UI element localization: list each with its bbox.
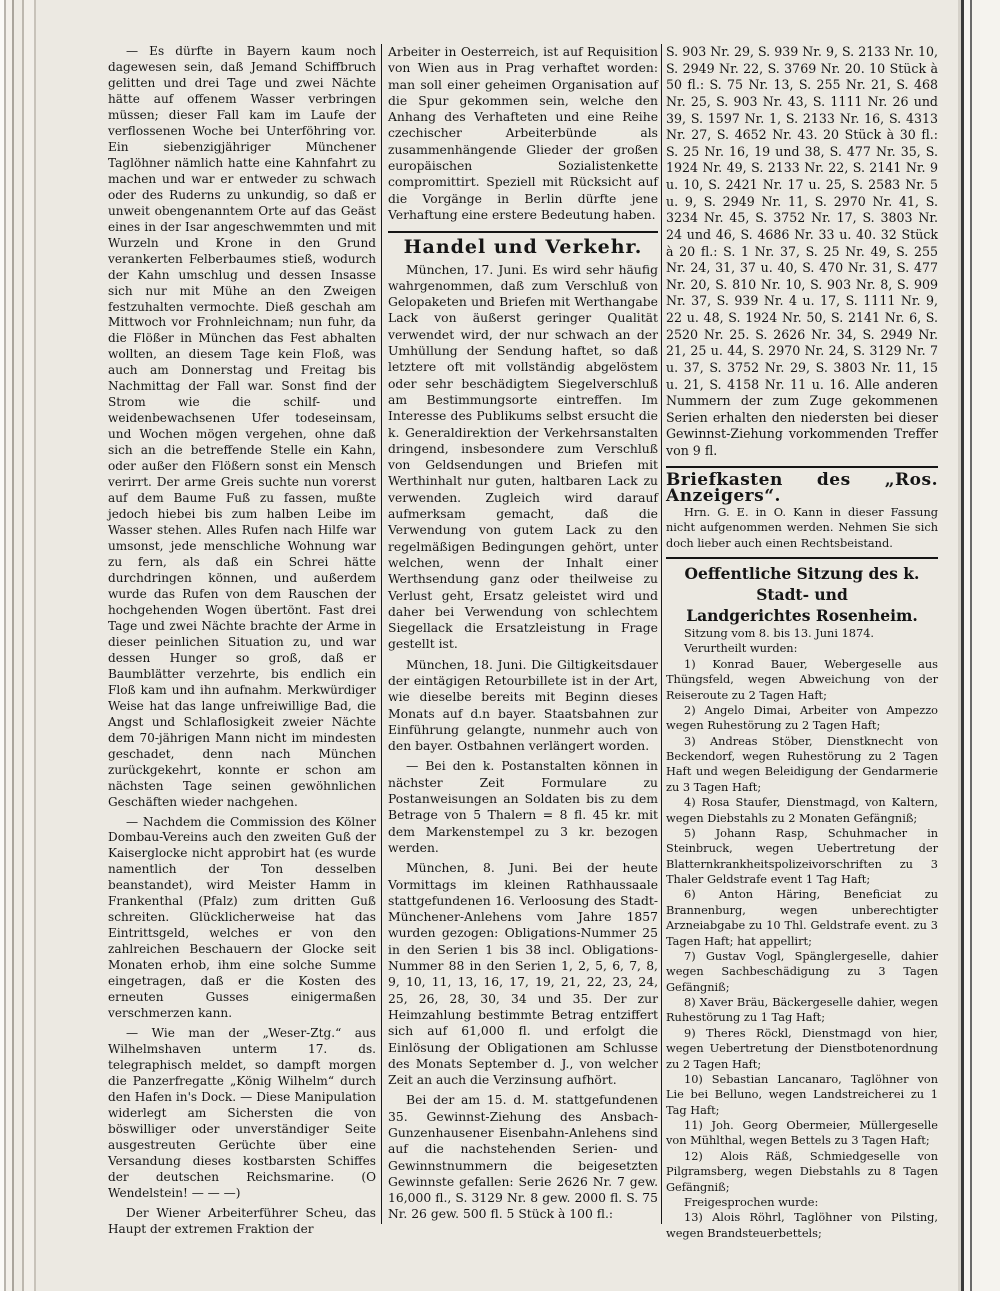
article-frigate: — Wie man der „Weser-Ztg.“ aus Wilhelmshaven unterm 17. ds. telegraphisch meldet, so dampft morgen die Panzerfregatte „König Wilhelm“ durch den Hafen in's Dock. — Diese Manipulation widerlegt am Sichersten die von böswilliger oder unverständiger Seite ausgestreuten Gerüchte über eine Versandung dieses kostbarsten Schiffes der deutschen Reichsmarine. (O Wendelstein! — — —) bbox=[108, 1026, 376, 1200]
mailbox-text: Hrn. G. E. in O. Kann in dieser Fassung nicht aufgenommen werden. Nehmen Sie sich doch lieber auch einen Rechtsbeistand. bbox=[666, 504, 938, 550]
mailbox-title: Briefkasten des „Ros. Anzeigers“. bbox=[666, 469, 938, 507]
column-1 bbox=[108, 44, 376, 1238]
article-vienna-start: Der Wiener Arbeiterführer Scheu, das Haupt der extremen Fraktion der bbox=[108, 1205, 376, 1236]
column-2 bbox=[388, 44, 658, 1223]
article-sealing-wax: München, 17. Juni. Es wird sehr häufig wahrgenommen, daß zum Verschluß von Gelopaketen und Briefen mit Werthangabe Lack von äußerst geringer Qualität verwendet wird, der nur schwach an der Umhüllung der Sendung haftet, so daß letztere oft mit vollständig abgelöstem oder sehr beschädigtem Siegelverschluß am Bestimmungsorte eintreffen. Im Interesse des Publikums selbst ersucht die k. Generaldirektion der Verkehrsanstalten dringend, insbesondere zum Verschluß von Geldsendungen und Briefen mit Werthinhalt nur guten, haltbaren Lack zu verwenden. Zugleich wird darauf aufmerksam gemacht, daß die Verwendung von gutem Lack zu den regelmäßigen Bedingungen gehört, unter welchen, wenn der Inhalt einer Werthsendung ganz oder theilweise zu Verlust geht, Ersatz geleistet wird und daher bei Verwendung von schlechtem Siegellack die Ersatzleistung in Frage gestellt ist. bbox=[388, 262, 658, 652]
sentence-item: 11) Joh. Georg Obermeier, Müllergeselle von Mühlthal, wegen Bettels zu 3 Tagen Haft; bbox=[666, 1118, 938, 1148]
acquitted-item: 13) Alois Röhrl, Taglöhner von Pilsting, wegen Brandsteuerbettels; bbox=[666, 1210, 938, 1240]
sentence-item: 8) Xaver Bräu, Bäckergeselle dahier, wegen Ruhestörung zu 1 Tag Haft; bbox=[666, 995, 938, 1025]
sentence-item: 6) Anton Häring, Beneficiat zu Brannenburg, wegen unberechtigter Arzneiabgabe zu 10 Thl. Geldstrafe event. zu 3 Tagen Haft; hat appellirt; bbox=[666, 887, 938, 948]
court-title-line-1: Oeffentliche Sitzung des k. Stadt- und bbox=[684, 564, 920, 604]
column-3 bbox=[666, 44, 938, 1241]
lottery-results: S. 903 Nr. 29, S. 939 Nr. 9, S. 2133 Nr. 10, S. 2949 Nr. 22, S. 3769 Nr. 20. 10 Stück à 50 fl.: S. 75 Nr. 13, S. 255 Nr. 21, S. 468 Nr. 25, S. 903 Nr. 43, S. 1111 Nr. 26 und 39, S. 1597 Nr. 1, S. 2133 Nr. 16, S. 4313 Nr. 27, S. 4652 Nr. 43. 20 Stück à 30 fl.: S. 25 Nr. 16, 19 und 38, S. 477 Nr. 35, S. 1924 Nr. 49, S. 2133 Nr. 22, S. 2141 Nr. 9 u. 10, S. 2421 Nr. 17 u. 25, S. 2583 Nr. 5 u. 9, S. 2949 Nr. 11, S. 2970 Nr. 41, S. 3234 Nr. 45, S. 3752 Nr. 17, S. 3803 Nr. 24 und 46, S. 4686 Nr. 33 u. 40. 32 Stück à 20 fl.: S. 1 Nr. 37, S. 25 Nr. 49, S. 255 Nr. 24, 31, 37 u. 40, S. 470 Nr. 31, S. 477 Nr. 20, S. 810 Nr. 10, S. 903 Nr. 8, S. 909 Nr. 37, S. 939 Nr. 4 u. 17, S. 1111 Nr. 9, 22 u. 48, S. 1924 Nr. 50, S. 2141 Nr. 6, S. 2520 Nr. 25. S. 2626 Nr. 34, S. 2949 Nr. 21, 25 u. 44, S. 2970 Nr. 24, S. 3129 Nr. 7 u. 37, S. 3752 Nr. 29, S. 3803 Nr. 11, 15 u. 21, S. 4158 Nr. 11 u. 16. Alle anderen Nummern der zum Zuge gekommenen Serien erhalten den niedersten bei dieser Gewinnst-Ziehung vorkommenden Treffer von 9 fl. bbox=[666, 44, 938, 458]
article-cologne-bell: — Nachdem die Commission des Kölner Dombau-Vereins auch den zweiten Guß der Kaiserglocke nicht approbirt hat (es wurde namentlich der Ton desselben beanstandet), wird Meister Hamm in Frankenthal (Pfalz) zum dritten Guß schreiten. Glücklicherweise hat das Eintrittsgeld, welches er von den zahlreichen Beschauern der Glocke seit Monaten erhob, ihm eine solche Summe eingetragen, daß er die Kosten des erneuten Gusses einigermaßen verschmerzen kann. bbox=[108, 814, 376, 1021]
article-shipwreck: — Es dürfte in Bayern kaum noch dagewesen sein, daß Jemand Schiffbruch gelitten und drei Tage und zwei Nächte hätte auf offenem Wasser verbringen müssen; dieser Fall kam im Laufe der verflossenen Woche bei Unterföhring vor. Ein siebenzigjähriger Münchener Taglöhner nämlich hatte eine Kahnfahrt zu machen und war er entweder zu schwach oder des Ruderns zu unkundig, so daß er unweit obengenanntem Orte auf das Geäst eines in der Isar angeschwemmten und mit Wurzeln und Krone in den Grund verankerten Felberbaumes stieß, wodurch der Kahn umschlug und dessen Insasse sich nur mit Mühe an den Zweigen festzuhalten vermochte. Dieß geschah am Mittwoch vor Frohnleichnam; nun fuhr, da die Flößer in München das Fest abhalten wollten, an diesem Tage kein Floß, was auch am Donnerstag und Freitag bis Nachmittag der Fall war. Sonst find der Strom wie die schilf- und weidenbewachsenen Ufer todeseinsam, und Wochen mögen vergehen, ohne daß sich an die betreffende Stelle ein Kahn, oder außer den Flößern sonst ein Mensch verirrt. Der arme Greis suchte nun vorerst auf dem Baume Fuß zu fassen, mußte jedoch hiebei bis zum halben Leibe im Wasser stehen. Alles Rufen nach Hilfe war umsonst, jede menschliche Wohnung war zu fern, als daß ein Schrei hätte durchdringen können, und außerdem wurde das Rufen von dem Rauschen der hochgehenden Wogen übertönt. Fast drei Tage und zwei Nächte brachte der Arme in dieser peinlichen Situation zu, und war dessen Hunger so groß, daß er Baumblätter verzehrte, bis endlich ein Floß kam und ihn aufnahm. Merkwürdiger Weise hat das lange unfreiwillige Bad, die Angst und Schlaflosigkeit zweier Nächte dem 70-jährigen Mann nicht im mindesten geschadet, denn nach München zurückgekehrt, konnte er schon am nächsten Tage seinen gewöhnlichen Geschäften wieder nachgehen. bbox=[108, 44, 376, 809]
article-railway-lottery: Bei der am 15. d. M. stattgefundenen 35. Gewinnst-Ziehung des Ansbach-Gunzenhausener Eisenbahn-Anlehens sind auf die nachstehenden Serien- und Gewinnstnummern die beigesetzten Gewinnste gefallen: Serie 2626 Nr. 7 gew. 16,000 fl., S. 3129 Nr. 8 gew. 2000 fl. S. 75 Nr. 26 gew. 500 fl. 5 Stück à 100 fl.: bbox=[388, 1093, 658, 1222]
book-binding-right-edge bbox=[958, 0, 1000, 1291]
sentence-item: 10) Sebastian Lancanaro, Taglöhner von Lie bei Belluno, wegen Landstreicherei zu 1 Tag Haft; bbox=[666, 1071, 938, 1117]
sentence-item: 12) Alois Räß, Schmiedgeselle von Pilgramsberg, wegen Diebstahls zu 8 Tagen Gefängniß; bbox=[666, 1148, 938, 1194]
court-rule bbox=[666, 557, 938, 559]
sentence-item: 3) Andreas Stöber, Dienstknecht von Beckendorf, wegen Ruhestörung zu 2 Tagen Haft und wegen Beleidigung der Gendarmerie zu 3 Tagen Haft; bbox=[666, 733, 938, 794]
article-return-tickets: München, 18. Juni. Die Giltigkeitsdauer der eintägigen Retourbillete ist in der Art, wie dieselbe bereits mit Beginn dieses Monats auf d.n bayer. Staatsbahnen zur Einführung gelangte, nunmehr auch von den bayer. Ostbahnen verlängert worden. bbox=[388, 657, 658, 754]
acquitted-label: Freigesprochen wurde: bbox=[684, 1194, 819, 1209]
section-rule bbox=[388, 231, 658, 233]
article-vienna-continued: Arbeiter in Oesterreich, ist auf Requisition von Wien aus in Prag verhaftet worden: man soll einer geheimen Organisation auf die Spur gekommen sein, welche den Anhang des Verhafteten und eine Reihe czechischer Arbeiterbünde als zusammenhängende Glieder der großen europäischen Sozialistenkette compromittirt. Speziell mit Rücksicht auf die Vorgänge in Berlin dürfte jene Verhaftung eine erstere Bedeutung haben. bbox=[388, 45, 658, 222]
article-bond-drawing: München, 8. Juni. Bei der heute Vormittags im kleinen Rathhaussaale stattgefundenen 16. Verloosung des Stadt-Münchener-Anlehens vom Jahre 1857 wurden gezogen: Obligations-Nummer 25 in den Serien 1 bis 38 incl. Obligations-Nummer 88 in den Serien 1, 2, 5, 6, 7, 8, 9, 10, 11, 13, 16, 17, 19, 21, 22, 23, 24, 25, 26, 28, 30, 34 und 35. Der zur Heimzahlung bestimmte Betrag entziffert sich auf 61,000 fl. und erfolgt die Einlösung der Obligationen am Schlusse des Monats September d. J., von welcher Zeit an auch die Verzinsung aufhört. bbox=[388, 861, 658, 1088]
sentence-item: 2) Angelo Dimai, Arbeiter von Ampezzo wegen Ruhestörung zu 2 Tagen Haft; bbox=[666, 702, 938, 733]
sentence-item: 1) Konrad Bauer, Webergeselle aus Thüngsfeld, wegen Abweichung von der Reiseroute zu 2 Tagen Haft; bbox=[666, 656, 938, 702]
section-title-trade: Handel und Verkehr. bbox=[403, 236, 643, 259]
sentence-item: 7) Gustav Vogl, Spänglergeselle, dahier wegen Sachbeschädigung zu 3 Tagen Gefängniß; bbox=[666, 948, 938, 994]
column-divider-2 bbox=[661, 44, 662, 1224]
court-title-line-2: Landgerichtes Rosenheim. bbox=[686, 606, 918, 625]
sentence-item: 5) Johann Rasp, Schuhmacher in Steinbruck, wegen Uebertretung der Blatternkrankheitspolizeivorschriften zu 3 Thaler Geldstrafe event 1 Tag Haft; bbox=[666, 825, 938, 886]
sentence-item: 4) Rosa Staufer, Dienstmagd, von Kaltern, wegen Diebstahls zu 2 Monaten Gefängniß; bbox=[666, 795, 938, 825]
court-date: Sitzung vom 8. bis 13. Juni 1874. bbox=[684, 626, 875, 640]
sentenced-label: Verurtheilt wurden: bbox=[684, 641, 798, 656]
article-postal-forms: — Bei den k. Postanstalten können in nächster Zeit Formulare zu Postanweisungen an Soldaten bis zu dem Betrage von 5 Thalern = 8 fl. 45 kr. mit dem Markenstempel zu 3 kr. bezogen werden. bbox=[388, 759, 658, 855]
book-binding-left-edge bbox=[0, 0, 62, 1291]
column-divider-1 bbox=[381, 44, 382, 1224]
mailbox-rule bbox=[666, 466, 938, 468]
sentence-item: 9) Theres Röckl, Dienstmagd von hier, wegen Uebertretung der Dienstbotenordnung zu 2 Tagen Haft; bbox=[666, 1025, 938, 1071]
